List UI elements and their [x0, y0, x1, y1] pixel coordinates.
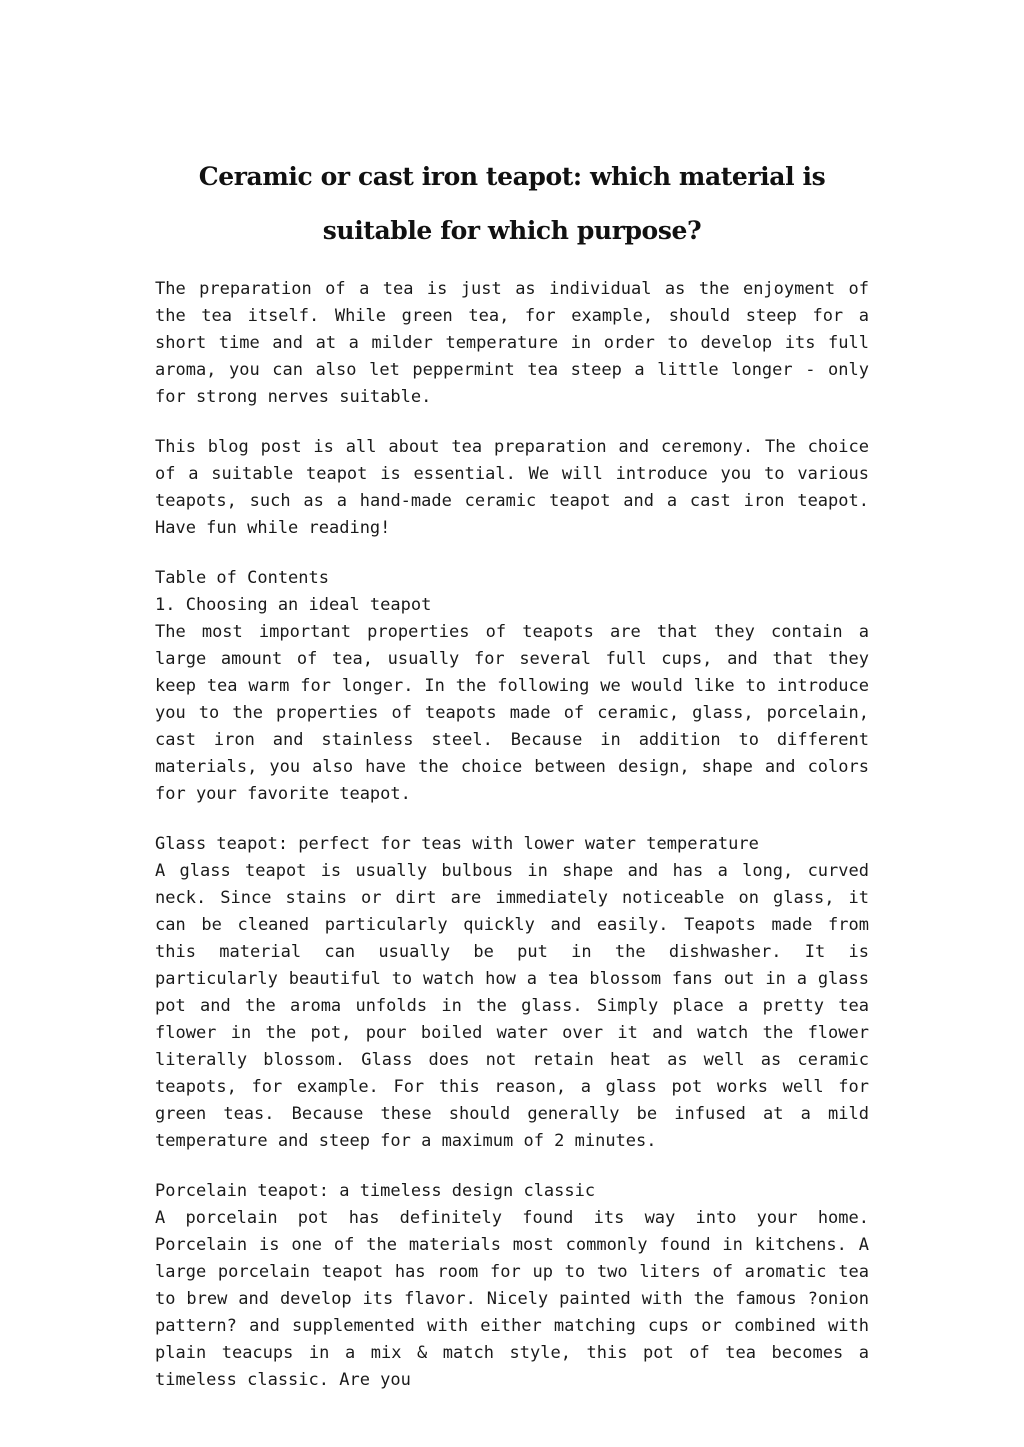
- porcelain-heading: Porcelain teapot: a timeless design classic: [155, 1181, 596, 1201]
- section-porcelain-teapot: [155, 1178, 869, 1394]
- section-1-heading: 1. Choosing an ideal teapot: [155, 595, 432, 615]
- glass-text: A glass teapot is usually bulbous in shape and has a long, curved neck. Since stains or dirt are immediately noticeable on glass, it can be cleaned particularly quickly and easily. Teapots made from this material can usually be put in the dishwasher. It is particularly beautiful to watch how a tea blossom fans out in a glass pot and the aroma unfolds in the glass. Simply place a pretty tea flower in the pot, pour boiled water over it and watch the flower literally blossom. Glass does not retain heat as well as ceramic teapots, for example. For this reason, a glass pot works well for green teas. Because these should generally be infused at a mild temperature and steep for a maximum of 2 minutes.: [155, 861, 869, 1151]
- document-title: Ceramic or cast iron teapot: which material is suitable for which purpose?: [198, 162, 826, 245]
- section-1-text: The most important properties of teapots are that they contain a large amount of tea, usually for several full cups, and that they keep tea warm for longer. In the following we would like to introduce you to the properties of teapots made of ceramic, glass, porcelain, cast iron and stainless steel. Because in addition to different materials, you also have the choice between design, shape and colors for your favorite teapot.: [155, 622, 869, 804]
- intro-paragraph-2: This blog post is all about tea preparation and ceremony. The choice of a suitable teapot is essential. We will introduce you to various teapots, such as a hand-made ceramic teapot and a cast iron teapot. Have fun while reading!: [155, 437, 869, 538]
- intro-paragraph-1: The preparation of a tea is just as individual as the enjoyment of the tea itself. While green tea, for example, should steep for a short time and at a milder temperature in order to develop its full aroma, you can also let peppermint tea steep a little longer - only for strong nerves suitable.: [155, 279, 869, 407]
- section-glass-teapot: [155, 831, 869, 1155]
- document-body: [155, 276, 869, 1394]
- glass-heading: Glass teapot: perfect for teas with lower water temperature: [155, 834, 759, 854]
- porcelain-text: A porcelain pot has definitely found its way into your home. Porcelain is one of the materials most commonly found in kitchens. A large porcelain teapot has room for up to two liters of aromatic tea to brew and develop its flavor. Nicely painted with the famous ?onion pattern? and supplemented with either matching cups or combined with plain teacups in a mix & match style, this pot of tea becomes a timeless classic. Are you: [155, 1208, 869, 1390]
- toc-heading: Table of Contents: [155, 568, 329, 588]
- section-choosing-teapot: [155, 565, 869, 808]
